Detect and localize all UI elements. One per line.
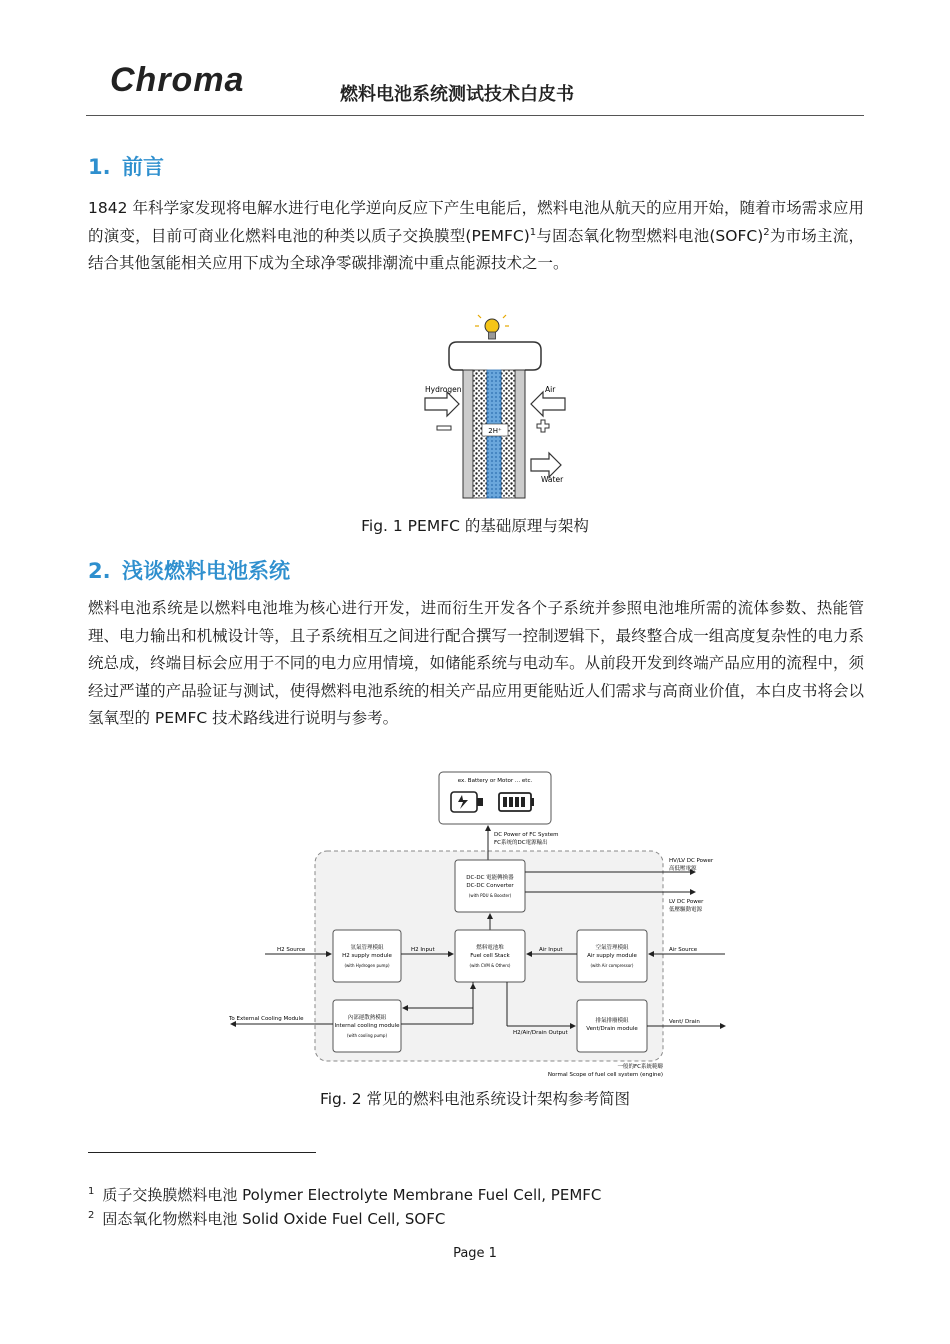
footnote-1	[88, 1181, 601, 1206]
section-2-heading	[88, 555, 290, 585]
footnote-1-text: 质子交换膜燃料电池 Polymer Electrolyte Membrane Fuel Cell, PEMFC	[102, 1186, 602, 1204]
minus-icon	[437, 426, 451, 430]
fig1-caption: Fig. 1 PEMFC 的基础原理与架构	[361, 517, 589, 535]
section-2-title: 浅谈燃料电池系统	[122, 559, 290, 583]
footnote-1-number: 1	[88, 1186, 95, 1197]
scope-zh-label: 一般的FC系統範疇	[617, 1064, 663, 1070]
dc-power-en-label: DC Power of FC System	[494, 832, 559, 838]
para-text-1: 1842 年科学家发现将电解水进行电化学逆向反应下产生电能后，燃料电池从航天的应用开始，随着市场需求应用的演变，目前可商业化燃料电池的种类以质子交换膜型(PEMFC)	[88, 199, 864, 245]
dcdc-en: DC-DC Converter	[466, 883, 514, 889]
section-1-heading	[88, 151, 164, 181]
vent-zh: 排氣排廢模組	[595, 1018, 629, 1024]
cool-en: Internal cooling module	[334, 1023, 400, 1029]
stack-en: Fuel cell Stack	[470, 953, 510, 959]
hv-zh-label: 高低壓電源	[669, 866, 697, 872]
footnote-2-number: 2	[88, 1210, 95, 1221]
page-number: Page 1	[453, 1246, 497, 1261]
vent-drain-label: Vent/ Drain	[669, 1019, 700, 1025]
air-sub: (with Air compressor)	[590, 963, 634, 968]
load-title: ex. Battery or Motor ... etc.	[457, 778, 533, 784]
air-zh: 空氣管理模組	[595, 945, 629, 951]
fc-system-diagram	[225, 768, 730, 1080]
lv-en-label: LV DC Power	[669, 899, 704, 905]
air-source-label: Air Source	[669, 947, 698, 953]
footnote-ref-1[interactable]: 1	[529, 226, 537, 238]
hydrogen-arrow-icon	[425, 392, 459, 416]
circuit-wire	[449, 342, 541, 370]
drain-output-label: H2/Air/Drain Output	[513, 1030, 568, 1036]
footnote-ref-2[interactable]: 2	[763, 226, 770, 238]
document-title: 燃料电池系统测试技术白皮书	[340, 84, 574, 105]
cool-sub: (with cooling pump)	[346, 1033, 388, 1038]
battery-icon	[499, 793, 534, 811]
ext-cooling-label: To External Cooling Module	[229, 1016, 304, 1022]
air-label: Air	[545, 385, 556, 394]
hv-en-label: HV/LV DC Power	[669, 858, 714, 864]
stack-zh: 燃料電池堆	[476, 945, 504, 951]
chroma-logo: Chroma	[110, 61, 245, 99]
light-bulb-icon	[475, 315, 509, 339]
stack-sub: (with CVM & Others)	[469, 963, 511, 968]
hydrogen-label: Hydrogen	[425, 385, 462, 394]
pemfc-diagram	[415, 312, 575, 512]
header-divider	[86, 115, 864, 116]
section-2-paragraph: 燃料电池系统是以燃料电池堆为核心进行开发，进而衍生开发各个子系统并参照电池堆所需的流体参数、热能管理、电力输出和机械设计等，且子系统相互之间进行配合撰写一控制逻辑下，最终整合成一组高度复杂性的电力系统总成，终端目标会应用于不同的电力应用情境，如储能系统与电动车。从前段开发到终端产品应用的流程中，须经过严谨的产品验证与测试，使得燃料电池系统的相关产品应用更能贴近人们需求与高商业价值，本白皮书将会以氢氧型的 PEMFC 技术路线进行说明与参考。	[88, 599, 864, 727]
dcdc-zh: DC-DC 電能轉換器	[466, 875, 514, 881]
air-input-label: Air Input	[539, 947, 563, 953]
h2-sub: (with Hydrogen pump)	[344, 963, 390, 968]
proton-label: 2H⁺	[488, 427, 502, 435]
para-text-3: 为市场主流，结合其他氢能相关应用下成为全球净零碳排潮流中重点能源技术之一。	[88, 226, 864, 272]
air-arrow-icon	[531, 392, 565, 416]
dcdc-sub: (with PDU & Booster)	[468, 893, 512, 898]
h2-input-label: H2 Input	[411, 947, 435, 953]
footnote-2	[88, 1205, 445, 1230]
footnote-2-text: 固态氧化物燃料电池 Solid Oxide Fuel Cell, SOFC	[102, 1210, 446, 1228]
h2-en: H2 supply module	[342, 953, 392, 959]
h2-source-label: H2 Source	[277, 947, 306, 953]
air-en: Air supply module	[587, 953, 637, 959]
section-1-number: 1.	[88, 155, 111, 179]
cool-zh: 內部運散熱模組	[347, 1015, 387, 1021]
water-label: Water	[541, 475, 564, 484]
water-arrow-icon	[531, 453, 561, 477]
scope-en-label: Normal Scope of fuel cell system (engine)	[547, 1072, 663, 1078]
lv-zh-label: 低壓驅動電源	[669, 907, 703, 913]
footnote-divider	[88, 1152, 316, 1153]
vent-en: Vent/Drain module	[586, 1026, 638, 1032]
para-text-2: 与固态氧化物型燃料电池(SOFC)	[536, 226, 764, 245]
h2-zh: 氫氣管理模組	[350, 945, 384, 951]
section-1-paragraph	[88, 195, 864, 278]
cathode-plate	[515, 370, 525, 498]
fig2-caption: Fig. 2 常见的燃料电池系统设计架构参考简图	[319, 1090, 631, 1108]
dc-power-zh-label: FC系统的DC電源輸出	[494, 840, 548, 846]
anode-plate	[463, 370, 473, 498]
section-1-title: 前言	[122, 155, 164, 179]
section-2-number: 2.	[88, 559, 111, 583]
plus-icon	[537, 420, 549, 432]
